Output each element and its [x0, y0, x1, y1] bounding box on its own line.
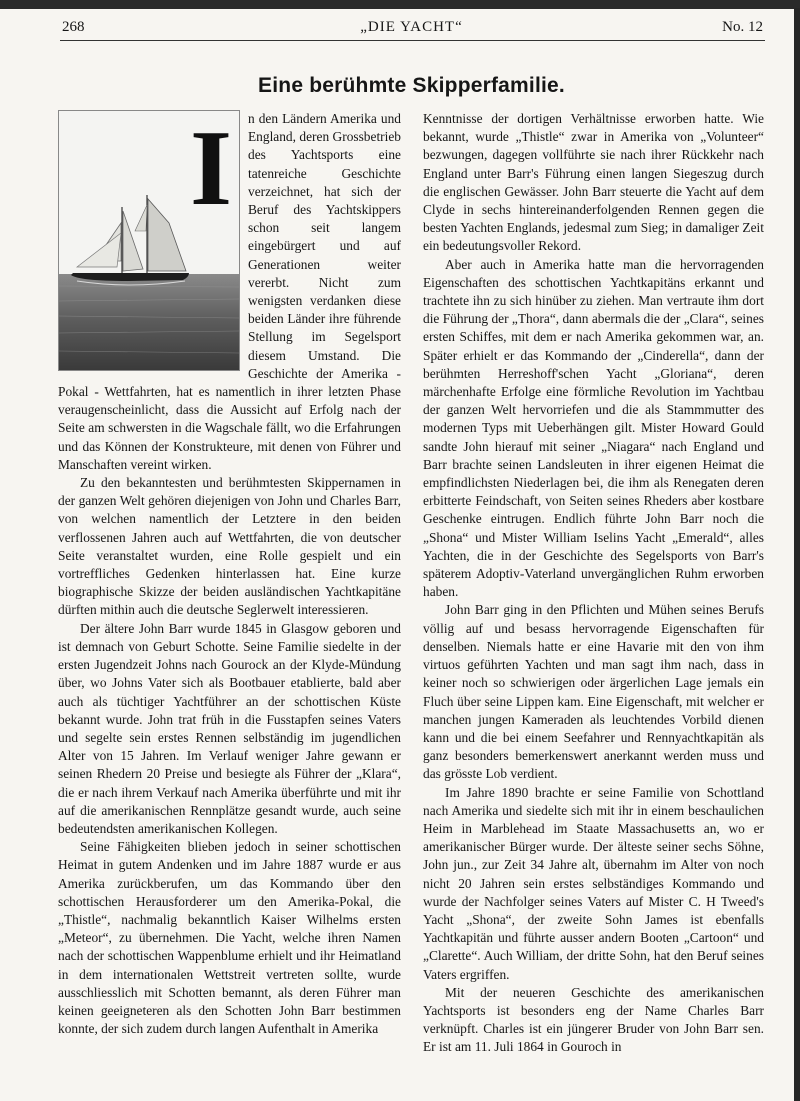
- header-rule: [60, 40, 765, 41]
- paragraph: Seine Fähigkeiten blieben jedoch in seiner schottischen Heimat in gutem Andenken und im Jahre 1887 wurde er aus Amerika zurückberufen, um das Kommando über den schottischen Herausforderer um den Amerika-Pokal, die „Thistle“, nachmalig bekanntlich Kaiser Wilhelms ersten „Meteor“, zu übernehmen. Die Yacht, welche ihren Namen nach der schottischen Wappenblume erhielt und ihr Heimatland in dem internationalen Wettstreit vertreten sollte, wurde ausschliesslich mit Schotten bemannt, als deren Führer man keinen geeigneteren als den Schotten John Barr bestimmen konnte, der sich zudem durch langen Aufenthalt in Amerika: [58, 839, 401, 1037]
- running-header: [60, 16, 763, 42]
- issue-number: No. 12: [722, 19, 763, 35]
- paragraph: Der ältere John Barr wurde 1845 in Glasgow geboren und ist demnach von Geburt Schotte. Seine Familie siedelte in der ersten Jugendzeit Johns nach Gourock an der Klyde-Mündung über, wo Johns Vater sich als Bootbauer etablierte, bald aber auch als tüchtiger Yachtführer an der schottischen Küste bekannt wurde. John trat früh in die Fusstapfen seines Vaters und segelte sein erstes Rennen selbständig im jugendlichen Alter von 15 Jahren. Im Verlauf weniger Jahre gewann er seinen Rhedern 20 Preise und besiegte als Führer der „Klara“, die er nach ihrem Verkauf nach Amerika überführte und mit ihr auf die amerikanischen Rennplätze gesandt wurde, auch seine bedeutendsten amerikanischen Kollegen.: [58, 620, 401, 836]
- page-number: 268: [62, 19, 85, 35]
- paragraph: Kenntnisse der dortigen Verhältnisse erworben hatte. Wie bekannt, wurde „Thistle“ zwar in Amerika von „Volunteer“ bezwungen, dagegen vollführte sie nach ihrer Rückkehr nach England unter Barr's Führung einen langen Siegeszug durch die englischen Gewässer. John Barr steuerte die Yacht auf dem Clyde in sechs hintereinanderfolgenden Rennen gegen die besten Yachten Englands, jedesmal zum Sieg; in damaliger Zeit ein bedeutungsvoller Rekord.: [423, 111, 764, 254]
- paragraph: Aber auch in Amerika hatte man die hervorragenden Eigenschaften des schottischen Yachtkapitäns erkannt und trachtete ihn zu sich hinüber zu ziehen. Man vertraute ihm dort die Führung der „Thora“, dann abermals die der „Clara“, seines ersten Schiffes, mit dem er nach Amerika gekommen war, an. Später erhielt er das Kommando der „Cinderella“, dann der berühmten Herreshoff'schen Yacht „Gloriana“, deren märchenhafte Erfolge eine förmliche Revolution im Yachtbau der ganzen Welt hervorriefen und die als Stammmutter des modernen Typs mit Ueberhängen gilt. Mister Howard Gould sandte John hierauf mit seiner „Niagara“ nach England und Barr brachte seinen Landsleuten in ihrer eigenen Heimat die empfindlichsten Niederlagen bei, die ihm als Renegaten deren erbitterte Feindschaft, von Seiten seines Rheders aber kostbare Geschenke eintrugen. Endlich führte John Barr noch die „Shona“ und Mister William Iselins Yacht „Emerald“, alles Yachten, die in der Geschichte des Segelsports von Barr's späterem Adoptiv-Vaterland unvergänglichen Ruhm erworben haben.: [423, 256, 764, 600]
- drop-cap-letter: I: [190, 110, 233, 228]
- paragraph: Mit der neueren Geschichte des amerikanischen Yachtsports ist besonders eng der Name Charles Barr verknüpft. Charles ist ein jüngerer Bruder von John Barr sen. Er ist am 11. Juli 1864 in Gouroch in: [423, 984, 764, 1055]
- schooner-sailing-photo-icon: [58, 110, 240, 371]
- left-column: [58, 110, 401, 1038]
- paragraph: Zu den bekanntesten und berühmtesten Skippernamen in der ganzen Welt gehören diejenigen von John und Charles Barr, von welchen namentlich der Letztere in den beiden verflossenen Jahren auch auf Wettfahrten, die von deutscher Seite veranstaltet wurden, eine Rolle gespielt und ein vortreffliches Gedenken hinterlassen hat. Eine kurze biographische Skizze der beiden ausländischen Yachtkapitäne dürften mithin auch die deutsche Seglerwelt interessieren.: [58, 475, 401, 618]
- right-column: [423, 110, 764, 1057]
- paragraph: n den Ländern Amerika und England, deren Grossbetrieb des Yachtsports eine tatenreiche Geschichte verzeichnet, hat sich der Beruf des Yachtskippers schon seit langem eingebürgert und auf Generationen weiter vererbt. Nicht zum wenigsten verdanken diese beiden Länder ihre führende Stellung im Segelsport diesem Umstand. Die Geschichte der Amerika - Pokal - Wettfahrten, hat es namentlich in ihrer letzten Phase veraugenscheinlicht, dass die Aussicht auf Erfolg nach der Seite am schwersten in die Wagschale fällt, wo die Erfahrungen und das Können der Konstrukteure, mit denen von Führer und Manschaften vereint wirken.: [58, 111, 401, 472]
- paragraph: Im Jahre 1890 brachte er seine Familie von Schottland nach Amerika und siedelte sich mit ihr in einem beschaulichen Heim in Marblehead im Staate Massachusetts an, wo er amerikanischer Bürger wurde. Der älteste seiner sechs Söhne, John jun., zur Zeit 34 Jahre alt, übernahm im Alter von noch nicht 20 Jahren sein erstes selbständiges Kommando und wurde der Nachfolger seines Vaters auf Mister C. H Tweed's Yacht „Shona“, der zweite Sohn James ist ebenfalls Yachtkapitän und führte ausser andern Booten „Cartoon“ und „Clarette“. Auch William, der dritte Sohn, hat den Beruf seines Vaters ergriffen.: [423, 784, 764, 982]
- scan-edge-right: [794, 8, 800, 1101]
- scan-edge-top: [0, 0, 800, 9]
- article-title: Eine berühmte Skipperfamilie.: [258, 74, 565, 97]
- paragraph: John Barr ging in den Pflichten und Mühen seines Berufs völlig auf und besass hervorragende Eigenschaften für denselben. Niemals hatte er eine Havarie mit den von ihm virtuos geführten Yachten und man sagt ihm nach, dass in keiner noch so schwierigen oder ärgerlichen Lage jemals ein Fluch über seine Lippen kam. Eine Eigenschaft, mit welcher er manchen jungen Kameraden als leuchtendes Vorbild dienen kann und die bei einem Seefahrer und Rennyachtkapitän als ganz besonders bemerkenswert anerkannt werden muss und das grösste Lob verdient.: [423, 602, 764, 782]
- journal-title: „DIE YACHT“: [360, 19, 463, 35]
